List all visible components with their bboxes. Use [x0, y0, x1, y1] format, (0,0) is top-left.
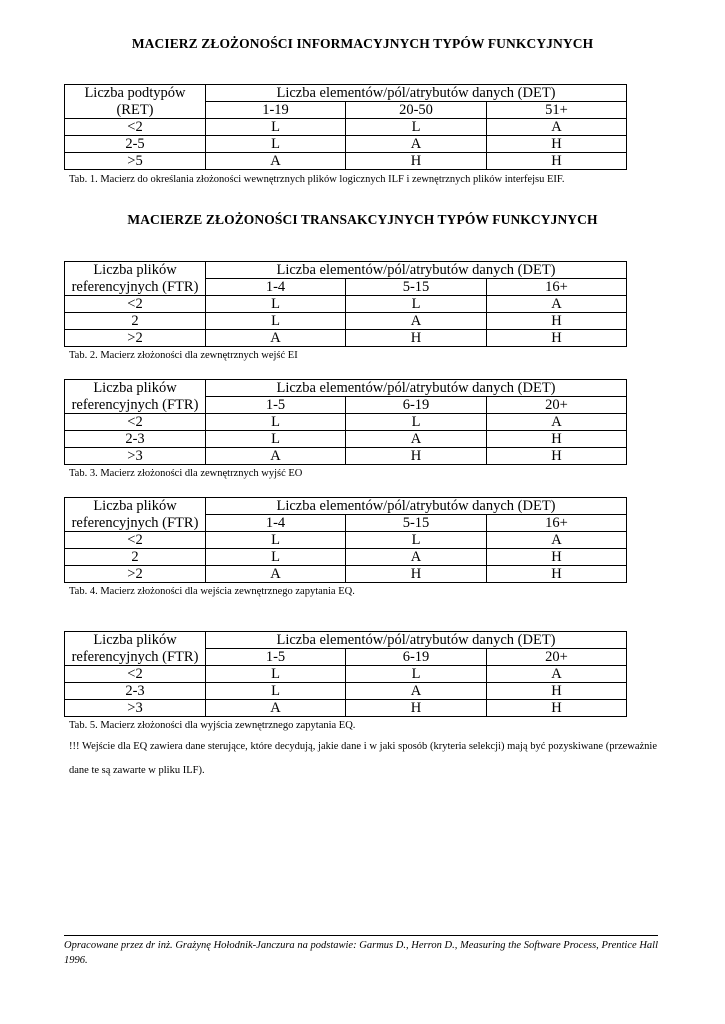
- complexity-cell: L: [346, 119, 487, 136]
- complexity-cell: L: [206, 136, 346, 153]
- det-header: Liczba elementów/pól/atrybutów danych (DET): [206, 85, 627, 102]
- row-label: <2: [65, 414, 206, 431]
- table-header-row: [65, 380, 627, 397]
- det-range: 5-15: [346, 279, 487, 296]
- row-header-line-2: referencyjnych (FTR): [65, 279, 206, 296]
- row-header-line-1: Liczba plików: [65, 632, 206, 649]
- table-caption: Tab. 2. Macierz złożoności dla zewnętrznych wejść EI: [69, 350, 298, 361]
- complexity-cell: H: [487, 549, 627, 566]
- table-header-row: [65, 632, 627, 649]
- row-label: 2-3: [65, 431, 206, 448]
- det-range: 1-5: [206, 649, 346, 666]
- complexity-cell: L: [206, 683, 346, 700]
- row-label: 2: [65, 549, 206, 566]
- complexity-cell: L: [206, 313, 346, 330]
- complexity-cell: A: [206, 330, 346, 347]
- complexity-cell: L: [206, 296, 346, 313]
- complexity-cell: A: [346, 549, 487, 566]
- complexity-cell: A: [206, 566, 346, 583]
- complexity-cell: A: [346, 313, 487, 330]
- complexity-cell: L: [206, 532, 346, 549]
- complexity-cell: L: [346, 666, 487, 683]
- complexity-cell: H: [346, 153, 487, 170]
- complexity-cell: A: [487, 532, 627, 549]
- table-row: [65, 431, 627, 448]
- row-header-line-1: Liczba podtypów: [65, 85, 206, 102]
- row-label: 2-3: [65, 683, 206, 700]
- det-range: 20+: [487, 397, 627, 414]
- complexity-cell: H: [346, 700, 487, 717]
- complexity-cell: H: [487, 313, 627, 330]
- det-range: 1-4: [206, 515, 346, 532]
- table-header-row: [65, 85, 627, 102]
- informational-heading: MACIERZ ZŁOŻONOŚCI INFORMACYJNYCH TYPÓW FUNKCYJNYCH: [131, 36, 594, 51]
- row-header-line-1: Liczba plików: [65, 380, 206, 397]
- complexity-cell: L: [206, 414, 346, 431]
- table-row: [65, 119, 627, 136]
- complexity-cell: A: [346, 136, 487, 153]
- table-header-row: [65, 262, 627, 279]
- footer-divider: [64, 935, 658, 936]
- det-range-row: [65, 649, 627, 666]
- footer-source: Opracowane przez dr inż. Grażynę Hołodnik-Janczura na podstawie: Garmus D., Herron D., Measuring the Software Process, Prentice Hall 1996.: [64, 940, 658, 966]
- det-range-row: [65, 279, 627, 296]
- row-label: >2: [65, 566, 206, 583]
- complexity-cell: H: [487, 431, 627, 448]
- table-header-row: [65, 498, 627, 515]
- complexity-cell: H: [487, 700, 627, 717]
- complexity-table-1: [64, 84, 627, 170]
- table-row: [65, 700, 627, 717]
- complexity-cell: A: [206, 448, 346, 465]
- complexity-cell: L: [206, 549, 346, 566]
- table-row: [65, 566, 627, 583]
- det-range: 20+: [487, 649, 627, 666]
- complexity-cell: A: [487, 296, 627, 313]
- row-label: >3: [65, 448, 206, 465]
- table-row: [65, 313, 627, 330]
- complexity-table-3: [64, 379, 627, 465]
- det-range: 1-19: [206, 102, 346, 119]
- table-caption: Tab. 5. Macierz złożoności dla wyjścia zewnętrznego zapytania EQ.: [69, 720, 356, 731]
- complexity-cell: L: [206, 119, 346, 136]
- det-range: 20-50: [346, 102, 487, 119]
- complexity-cell: A: [487, 414, 627, 431]
- table-row: [65, 666, 627, 683]
- row-label: <2: [65, 296, 206, 313]
- table-caption: Tab. 4. Macierz złożoności dla wejścia zewnętrznego zapytania EQ.: [69, 586, 355, 597]
- table-row: [65, 330, 627, 347]
- row-header-line-2: referencyjnych (FTR): [65, 515, 206, 532]
- complexity-table-2: [64, 261, 627, 347]
- complexity-cell: L: [346, 414, 487, 431]
- table-row: [65, 532, 627, 549]
- table-row: [65, 136, 627, 153]
- complexity-cell: H: [487, 330, 627, 347]
- row-header-line-1: Liczba plików: [65, 262, 206, 279]
- complexity-cell: H: [346, 330, 487, 347]
- transactional-heading: MACIERZE ZŁOŻONOŚCI TRANSAKCYJNYCH TYPÓW FUNKCYJNYCH: [127, 212, 598, 227]
- complexity-cell: A: [346, 683, 487, 700]
- complexity-cell: A: [206, 153, 346, 170]
- det-range: 1-4: [206, 279, 346, 296]
- row-label: <2: [65, 666, 206, 683]
- complexity-cell: H: [487, 683, 627, 700]
- eq-note: !!! Wejście dla EQ zawiera dane sterujące, które decydują, jakie dane i w jaki sposób (kryteria selekcji) mają być pozyskiwane (przeważnie dane te są zawarte w pliku ILF).: [69, 741, 657, 776]
- det-range: 6-19: [346, 397, 487, 414]
- table-row: [65, 549, 627, 566]
- complexity-cell: A: [487, 119, 627, 136]
- complexity-cell: H: [487, 153, 627, 170]
- table-caption: Tab. 3. Macierz złożoności dla zewnętrznych wyjść EO: [69, 468, 303, 479]
- table-row: [65, 414, 627, 431]
- row-label: <2: [65, 119, 206, 136]
- table-row: [65, 153, 627, 170]
- row-header-line-1: Liczba plików: [65, 498, 206, 515]
- row-label: >2: [65, 330, 206, 347]
- row-label: 2-5: [65, 136, 206, 153]
- det-range: 51+: [487, 102, 627, 119]
- complexity-table-4: [64, 497, 627, 583]
- table-row: [65, 296, 627, 313]
- complexity-cell: L: [346, 296, 487, 313]
- complexity-cell: A: [206, 700, 346, 717]
- table-caption: Tab. 1. Macierz do określania złożoności wewnętrznych plików logicznych ILF i zewnętrznych plików interfejsu EIF.: [69, 174, 565, 185]
- row-header-line-2: (RET): [65, 102, 206, 119]
- det-header: Liczba elementów/pól/atrybutów danych (DET): [206, 632, 627, 649]
- det-header: Liczba elementów/pól/atrybutów danych (DET): [206, 380, 627, 397]
- complexity-table-5: [64, 631, 627, 717]
- det-range: 6-19: [346, 649, 487, 666]
- complexity-cell: H: [487, 448, 627, 465]
- det-range-row: [65, 515, 627, 532]
- row-label: >3: [65, 700, 206, 717]
- det-range-row: [65, 397, 627, 414]
- complexity-cell: L: [346, 532, 487, 549]
- complexity-cell: H: [487, 566, 627, 583]
- row-label: <2: [65, 532, 206, 549]
- row-header-line-2: referencyjnych (FTR): [65, 397, 206, 414]
- complexity-cell: H: [487, 136, 627, 153]
- complexity-cell: L: [206, 431, 346, 448]
- row-label: >5: [65, 153, 206, 170]
- complexity-cell: H: [346, 566, 487, 583]
- complexity-cell: A: [346, 431, 487, 448]
- det-range: 16+: [487, 279, 627, 296]
- det-range: 16+: [487, 515, 627, 532]
- row-label: 2: [65, 313, 206, 330]
- complexity-cell: L: [206, 666, 346, 683]
- table-row: [65, 683, 627, 700]
- det-range-row: [65, 102, 627, 119]
- complexity-cell: H: [346, 448, 487, 465]
- table-row: [65, 448, 627, 465]
- det-header: Liczba elementów/pól/atrybutów danych (DET): [206, 498, 627, 515]
- det-header: Liczba elementów/pól/atrybutów danych (DET): [206, 262, 627, 279]
- row-header-line-2: referencyjnych (FTR): [65, 649, 206, 666]
- det-range: 5-15: [346, 515, 487, 532]
- complexity-cell: A: [487, 666, 627, 683]
- det-range: 1-5: [206, 397, 346, 414]
